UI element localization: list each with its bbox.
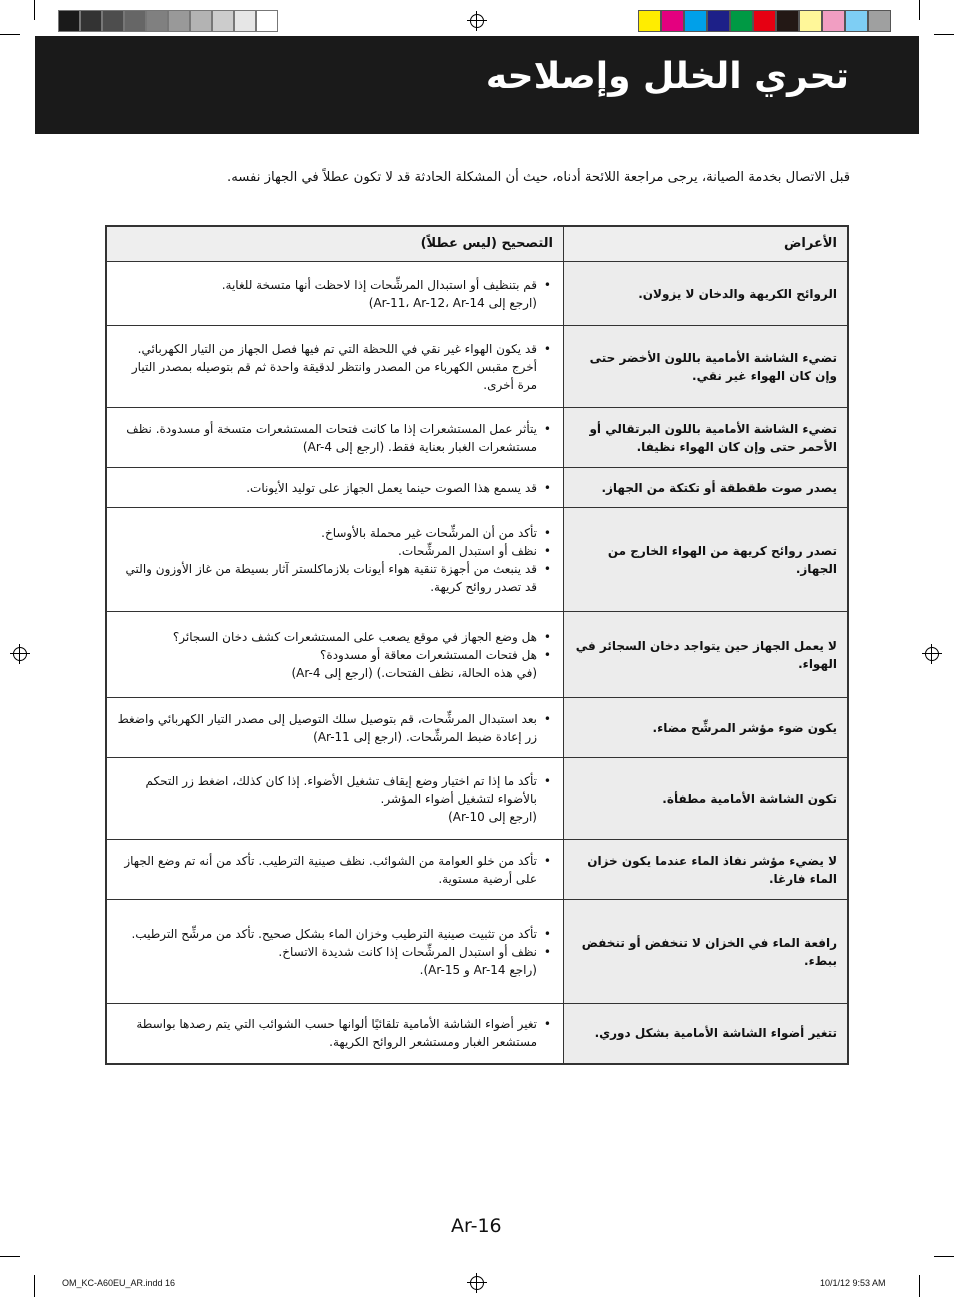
- solution-item: • تأكد ما إذا تم اختيار وضع إيقاف تشغيل الأضواء. إذا كان كذلك، اضغط زر التحكم بالأضواء لتشغيل أضواء المؤشر.: [117, 772, 537, 808]
- color-patch: [190, 10, 212, 32]
- solution-item: • تغير أضواء الشاشة الأمامية تلقائيًا ألوانها حسب الشوائب التي يتم رصدها بواسطة مستشعر الغبار ومستشعر الروائح الكريهة.: [117, 1015, 537, 1051]
- page-number: Ar-16: [451, 1215, 502, 1237]
- registration-mark-icon: [467, 1273, 487, 1293]
- color-patch: [822, 10, 845, 32]
- color-patch: [707, 10, 730, 32]
- registration-mark-icon: [467, 11, 487, 31]
- solution-cell: [106, 508, 564, 612]
- color-patch: [868, 10, 891, 32]
- table-row: [106, 468, 848, 508]
- table-row: [106, 1004, 848, 1064]
- trim-mark: [0, 34, 20, 35]
- color-patch: [799, 10, 822, 32]
- trim-mark: [919, 1275, 920, 1297]
- solution-item: • قد يكون الهواء غير نقي في اللحظة التي تم فيها فصل الجهاز من التيار الكهربائي. أخرج مقبس الكهرباء من المصدر وانتظر لدقيقة واحدة ثم قم بتوصيله بمصدر التيار مرة أخرى.: [117, 340, 537, 394]
- solution-item: • قد ينبعث من أجهزة تنقية هواء أيونات بلازماكلستر آثار بسيطة من غاز الأوزون والتي قد تصدر روائح كريهة.: [117, 560, 537, 596]
- solution-item: • بعد استبدال المرشِّحات، قم بتوصيل سلك التوصيل إلى مصدر التيار الكهربائي واضغط زر إعادة ضبط المرشِّحات. (ارجع إلى Ar-11): [117, 710, 537, 746]
- color-patch: [102, 10, 124, 32]
- problem-cell: لا يضيء مؤشر نفاذ الماء عندما يكون خزان الماء فارغا.: [564, 840, 849, 900]
- table-row: [106, 326, 848, 408]
- solution-item: (ارجع إلى Ar-11، Ar-12، Ar-14): [368, 295, 537, 310]
- solution-cell: [106, 840, 564, 900]
- table-row: [106, 758, 848, 840]
- footer-file-name: OM_KC-A60EU_AR.indd 16: [62, 1278, 176, 1288]
- color-patch: [661, 10, 684, 32]
- trim-mark: [934, 1256, 954, 1257]
- problem-cell: رافعة الماء في الخزان لا تنخفض أو تنخفض ببطء.: [564, 900, 849, 1004]
- solution-item: • قد يسمع هذا الصوت حينما يعمل الجهاز على توليد الأيونات.: [117, 479, 537, 497]
- solution-item: (ارجع إلى Ar-10): [448, 809, 537, 824]
- problem-cell: لا يعمل الجهاز حين يتواجد دخان السجائر في الهواء.: [564, 612, 849, 698]
- table-row: [106, 508, 848, 612]
- solution-item: • نظف أو استبدل المرشِّحات إذا كانت شديدة الاتساخ.: [117, 943, 537, 961]
- color-patch: [638, 10, 661, 32]
- solution-cell: [106, 758, 564, 840]
- table-row: [106, 408, 848, 468]
- column-header-solution: التصحيح (ليس عطلاً): [106, 226, 564, 262]
- registration-mark-icon: [922, 644, 942, 664]
- solution-item: • تأكد من تثبيت صينية الترطيب وخزان الماء بشكل صحيح. تأكد من مرشِّح الترطيب.: [117, 925, 537, 943]
- color-patch: [684, 10, 707, 32]
- solution-item: • هل وضع الجهاز في موقع يصعب على المستشعرات كشف دخان السجائر؟: [117, 628, 537, 646]
- color-patch: [80, 10, 102, 32]
- solution-item: (راجع Ar-14 و Ar-15).: [419, 962, 537, 977]
- intro-text: قبل الاتصال بخدمة الصيانة، يرجى مراجعة اللائحة أدناه، حيث أن المشكلة الحادثة قد لا تكون عطلاً في الجهاز نفسه.: [227, 170, 850, 185]
- color-patch: [168, 10, 190, 32]
- page-title: تحري الخلل وإصلاحه: [485, 56, 849, 97]
- footer-date: 10/1/12 9:53 AM: [820, 1278, 886, 1288]
- trim-mark: [919, 0, 920, 20]
- solution-cell: [106, 408, 564, 468]
- troubleshooting-table: [105, 225, 849, 1065]
- color-patch: [212, 10, 234, 32]
- problem-cell: الروائح الكريهة والدخان لا يزولان.: [564, 262, 849, 326]
- solution-cell: [106, 262, 564, 326]
- solution-cell: [106, 468, 564, 508]
- color-patch: [146, 10, 168, 32]
- color-patch: [845, 10, 868, 32]
- table-header-row: [106, 226, 848, 262]
- problem-cell: يكون ضوء مؤشر المرشِّح مضاء.: [564, 698, 849, 758]
- solution-item: • يتأثر عمل المستشعرات إذا ما كانت فتحات المستشعرات متسخة أو مسدودة. نظف مستشعرات الغبار بعناية فقط. (ارجع إلى Ar-4): [117, 420, 537, 456]
- table-row: [106, 612, 848, 698]
- solution-item: • قم بتنظيف أو استبدال المرشِّحات إذا لاحظت أنها متسخة للغاية.: [117, 276, 537, 294]
- registration-mark-icon: [10, 644, 30, 664]
- trim-mark: [34, 1275, 35, 1297]
- problem-cell: تضيء الشاشة الأمامية باللون البرتقالي أو الأحمر حتى وإن كان الهواء نظيفا.: [564, 408, 849, 468]
- trim-mark: [934, 34, 954, 35]
- solution-cell: [106, 326, 564, 408]
- table-row: [106, 698, 848, 758]
- solution-item: (في هذه الحالة، نظف الفتحات.) (ارجع إلى Ar-4): [291, 665, 537, 680]
- problem-cell: تصدر روائح كريهة من الهواء الخارج من الجهاز.: [564, 508, 849, 612]
- grey-color-bar: [58, 10, 278, 32]
- table-row: [106, 900, 848, 1004]
- solution-cell: [106, 698, 564, 758]
- solution-cell: [106, 900, 564, 1004]
- color-patch: [776, 10, 799, 32]
- color-patch: [730, 10, 753, 32]
- solution-cell: [106, 1004, 564, 1064]
- problem-cell: تتغير أضواء الشاشة الأمامية بشكل دوري.: [564, 1004, 849, 1064]
- solution-item: • نظف أو استبدل المرشِّحات.: [117, 542, 537, 560]
- trim-mark: [34, 0, 35, 20]
- color-patch: [124, 10, 146, 32]
- solution-item: • هل فتحات المستشعرات معاقة أو مسدودة؟: [117, 646, 537, 664]
- problem-cell: تكون الشاشة الأمامية مطفأة.: [564, 758, 849, 840]
- solution-item: • تأكد من خلو العوامة من الشوائب. نظف صينية الترطيب. تأكد من أنه تم وضع الجهاز على أرضية مستوية.: [117, 852, 537, 888]
- color-patch: [256, 10, 278, 32]
- title-band: [35, 36, 919, 134]
- trim-mark: [0, 1256, 20, 1257]
- color-patch: [753, 10, 776, 32]
- solution-item: • تأكد من أن المرشِّحات غير محملة بالأوساخ.: [117, 524, 537, 542]
- table-row: [106, 840, 848, 900]
- table-row: [106, 262, 848, 326]
- column-header-problem: الأعراض: [564, 226, 849, 262]
- color-patch: [234, 10, 256, 32]
- color-patch: [58, 10, 80, 32]
- solution-cell: [106, 612, 564, 698]
- problem-cell: تضيء الشاشة الأمامية باللون الأخضر حتى وإن كان الهواء غير نقي.: [564, 326, 849, 408]
- cmyk-color-bar: [638, 10, 891, 32]
- problem-cell: يصدر صوت طقطقة أو تكتكة من الجهاز.: [564, 468, 849, 508]
